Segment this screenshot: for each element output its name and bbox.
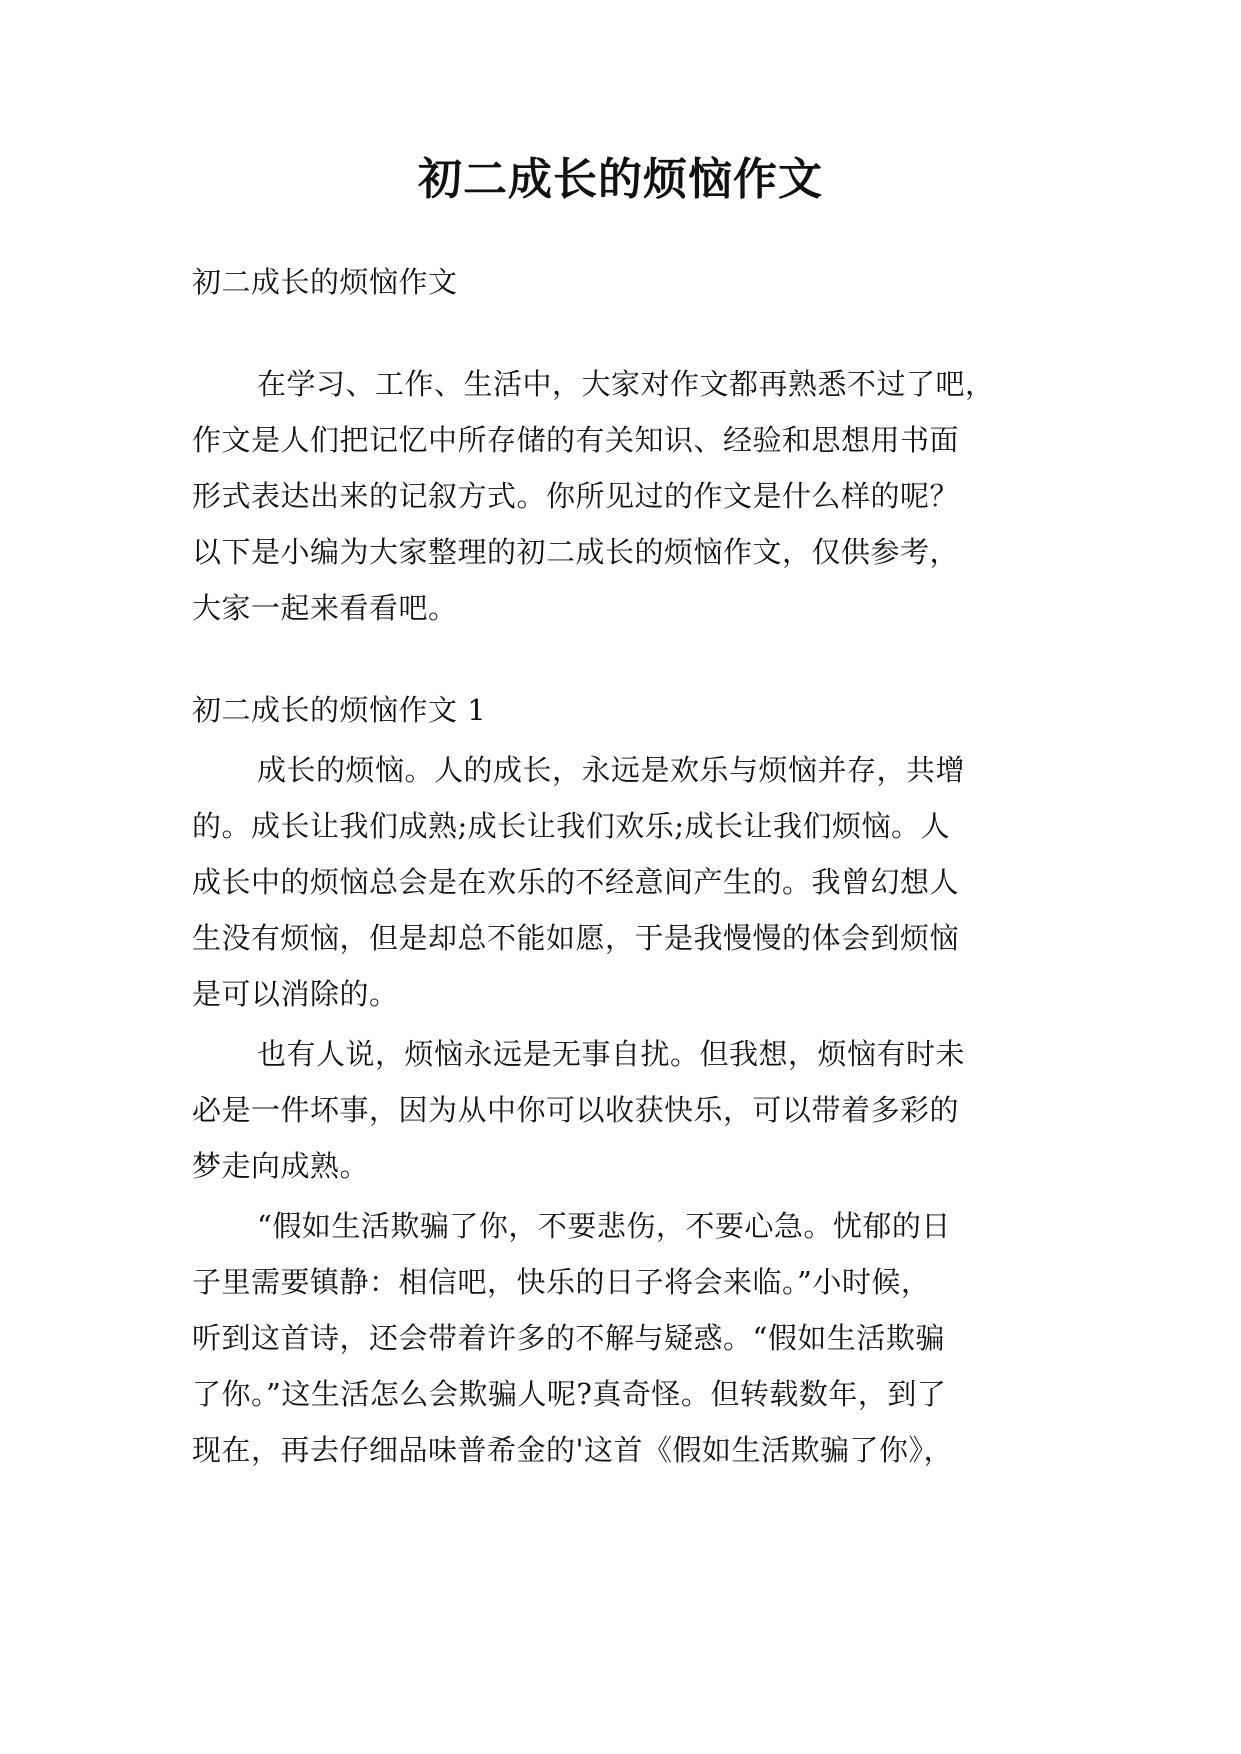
paragraph-line: 了你。”这生活怎么会欺骗人呢?真奇怪。但转载数年，到了 [192,1377,947,1411]
paragraph-line: 成长中的烦恼总会是在欢乐的不经意间产生的。我曾幻想人 [192,865,960,899]
paragraph-line: 大家一起来看看吧。 [192,591,458,625]
section-heading: 初二成长的烦恼作文 1 [192,693,487,727]
paragraph-line: 也有人说，烦恼永远是无事自扰。但我想，烦恼有时未 [257,1037,966,1071]
paragraph-line: 成长的烦恼。人的成长，永远是欢乐与烦恼并存，共增 [257,753,966,787]
paragraph-line: “假如生活欺骗了你，不要悲伤，不要心急。忧郁的日 [257,1209,951,1243]
paragraph-line: 的。成长让我们成熟;成长让我们欢乐;成长让我们烦恼。人 [192,809,951,843]
paragraph-line: 在学习、工作、生活中，大家对作文都再熟悉不过了吧， [257,367,995,401]
paragraph-line: 听到这首诗，还会带着许多的不解与疑惑。“假如生活欺骗 [192,1321,945,1355]
paragraph-line: 形式表达出来的记叙方式。你所见过的作文是什么样的呢？ [192,479,960,513]
document-title: 初二成长的烦恼作文 [418,154,823,205]
document-subtitle: 初二成长的烦恼作文 [192,265,458,299]
paragraph-line: 以下是小编为大家整理的初二成长的烦恼作文，仅供参考， [192,535,960,569]
paragraph-line: 梦走向成熟。 [192,1149,370,1183]
paragraph-line: 是可以消除的。 [192,977,399,1011]
paragraph-line: 作文是人们把记忆中所存储的有关知识、经验和思想用书面 [192,423,960,457]
paragraph-line: 子里需要镇静：相信吧，快乐的日子将会来临。”小时候， [192,1265,931,1299]
paragraph-line: 必是一件坏事，因为从中你可以收获快乐，可以带着多彩的 [192,1093,960,1127]
paragraph-line: 生没有烦恼，但是却总不能如愿，于是我慢慢的体会到烦恼 [192,921,960,955]
paragraph-line: 现在，再去仔细品味普希金的'这首《假如生活欺骗了你》， [192,1433,953,1467]
